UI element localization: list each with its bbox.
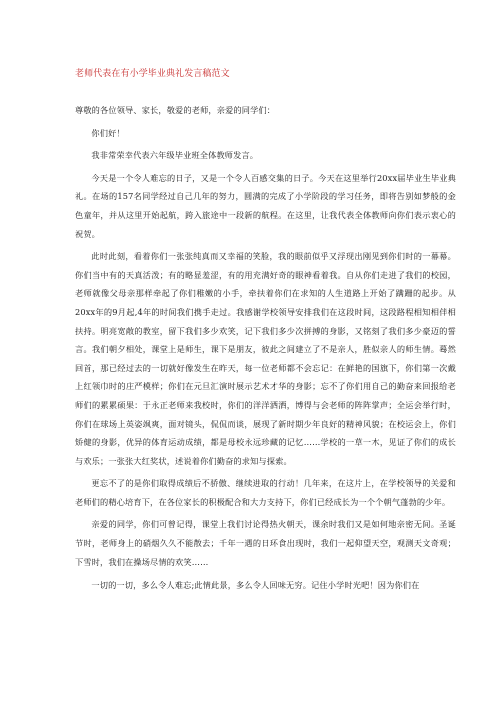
body-paragraph: 更忘不了的是你们取得成绩后不骄傲、继续进取的行动！几年来，在这片上，在学校领导的关爱和老师们的精心培育下，在各位家长的积极配合和大力支持下，你们已经成长为一个个朝气蓬勃的少年。 (75, 478, 456, 507)
document-title: 老师代表在有小学毕业典礼发言稿范文 (75, 69, 230, 79)
body-paragraph: 一切的一切，多么令人难忘;此情此景，多么令人回味无穷。记住小学时光吧！因为你们在 (91, 580, 420, 591)
body-paragraph: 今天是一个令人难忘的日子，又是一个令人百感交集的日子。今天在这里举行20xx届毕业生毕业典礼。在场的157名同学经过自己几年的努力，圆满的完成了小学阶段的学习任务，即将告别如梦般的金色童年，并从这里开始起航，跨入旅途中一段新的航程。在这里，让我代表全体教师向你们表示衷心的祝贺。 (75, 172, 456, 239)
greeting-paragraph: 你们好！ (91, 127, 125, 138)
body-paragraph: 亲爱的同学，你们可曾记得，课堂上我们讨论得热火朝天，课余时我们又是如何地亲密无间。圣诞节时，老师身上的硝烟久久不能散去；千年一遇的日环食出现时，我们一起仰望天空，观测天文奇观；下雪时，我们在操场尽情的欢笑…… (75, 519, 456, 567)
intro-paragraph: 我非常荣幸代表六年级毕业班全体教师发言。 (91, 150, 259, 161)
body-paragraph: 此时此刻，看着你们一张张纯真而又幸福的笑脸，我的眼前似乎又浮现出刚见到你们时的一幕幕。你们当中有的天真活泼；有的略显羞涩，有的用充满好奇的眼神看着我。自从你们走进了我们的校园，老师就像父母亲那样牵起了你们稚嫩的小手，牵扶着你们在求知的人生道路上开始了蹒跚的起步。从20xx年的9月起,4年的时间我们携手走过。我感谢学校领导安排我们在这段时间，这段路程相知相伴相扶持。明亮宽敞的教室，留下我们多少欢笑，记下我们多少次拼搏的身影，又铭刻了我们多少豪迈的誓言。我们朝夕相处，课堂上是师生，课下是朋友，彼此之间建立了不是亲人，胜似亲人的师生情。蓦然回首，那已经过去的一切就好像发生在昨天，每一位老师都不会忘记：在鲜艳的国旗下，你们第一次戴上红领巾时的庄严模样；你们在元旦汇演时展示艺术才华的身影；忘不了你们用自己的勤奋来回报给老师们的累累硕果：于永正老师来我校时，你们的洋洋洒洒，博得与会老师的阵阵掌声；全运会举行时，你们在球场上英姿飒爽，面对镜头，侃侃而谈，展现了新时期少年良好的精神风貌；在校运会上，你们矫健的身影，优异的体育运动成绩，都是母校永远珍藏的记忆……学校的一草一木，见证了你们的成长与欢乐；一张张大红奖状，述说着你们勤奋的求知与探索。 (75, 251, 456, 466)
salutation-paragraph: 尊敬的各位领导、家长，敬爱的老师，亲爱的同学们： (75, 105, 276, 115)
